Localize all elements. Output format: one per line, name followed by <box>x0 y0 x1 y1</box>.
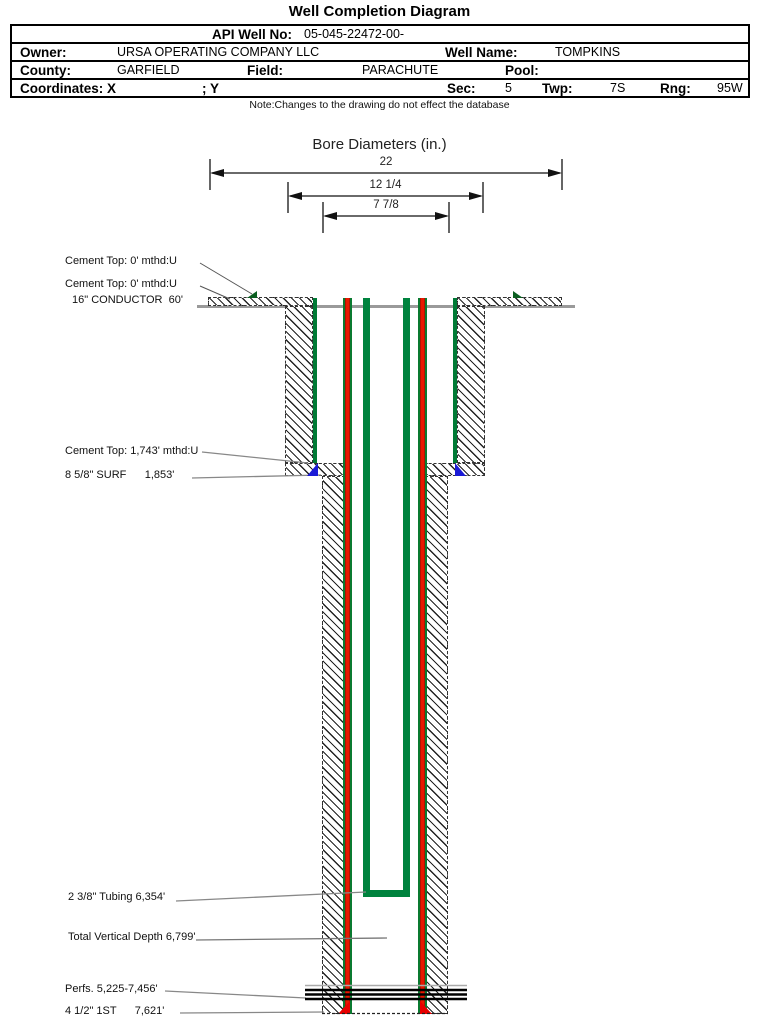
annotation-conductor: 16" CONDUCTOR 60' <box>72 294 183 306</box>
page-title: Well Completion Diagram <box>288 3 471 20</box>
dimension-label-12-1-4: 12 1/4 <box>369 179 402 191</box>
well-header-table <box>10 24 750 98</box>
well-name-label: Well Name: <box>445 45 518 60</box>
annotation-production-casing: 4 1/2" 1ST 7,621' <box>65 1005 165 1017</box>
annotation-perfs: Perfs. 5,225-7,456' <box>65 983 158 995</box>
annotation-cement-top-1: Cement Top: 0' mthd:U <box>65 255 177 267</box>
conductor-flange-right <box>457 297 562 306</box>
coordinates-label: Coordinates: X <box>20 81 117 96</box>
field-value: PARACHUTE <box>362 63 439 77</box>
well-name-value: TOMPKINS <box>555 45 621 59</box>
rng-value: 95W <box>717 81 743 95</box>
dimension-label-7-7-8: 7 7/8 <box>373 199 399 211</box>
surface-shoe-step-right <box>419 463 485 476</box>
annotation-tubing: 2 3/8" Tubing 6,354' <box>68 891 166 903</box>
coordinates-y-label: ; Y <box>202 81 220 96</box>
pool-label: Pool: <box>505 63 539 78</box>
surface-annulus-right <box>457 306 485 463</box>
annotation-surface-casing: 8 5/8" SURF 1,853' <box>65 469 175 481</box>
production-annulus-left <box>322 476 345 1014</box>
twp-value: 7S <box>610 81 626 95</box>
rng-label: Rng: <box>660 81 691 96</box>
county-value: GARFIELD <box>117 63 180 77</box>
surface-annulus-left <box>285 306 313 463</box>
table-row-api <box>12 26 748 42</box>
production-casing-right <box>418 298 427 1014</box>
tubing-string <box>363 298 410 897</box>
database-note: Note:Changes to the drawing do not effect the database <box>249 99 510 111</box>
annotation-cement-top-3: Cement Top: 1,743' mthd:U <box>65 445 199 457</box>
sec-label: Sec: <box>447 81 476 96</box>
api-well-no-label: API Well No: <box>211 27 292 42</box>
production-casing-left <box>343 298 352 1014</box>
surface-casing-right <box>453 298 457 463</box>
twp-label: Twp: <box>542 81 573 96</box>
table-row-coordinates <box>12 78 748 96</box>
bore-diameters-title: Bore Diameters (in.) <box>312 136 447 153</box>
production-annulus-right <box>425 476 448 1014</box>
county-label: County: <box>20 63 71 78</box>
owner-value: URSA OPERATING COMPANY LLC <box>117 45 320 59</box>
surface-shoe-step-left <box>285 463 351 476</box>
surface-casing-left <box>313 298 317 463</box>
annotation-cement-top-2: Cement Top: 0' mthd:U <box>65 278 177 290</box>
table-row-owner <box>12 42 748 60</box>
conductor-flange-left <box>208 297 313 306</box>
table-row-county <box>12 60 748 78</box>
field-label: Field: <box>247 63 283 78</box>
api-well-no-value: 05-045-22472-00- <box>304 27 405 41</box>
owner-label: Owner: <box>20 45 67 60</box>
annotation-tvd: Total Vertical Depth 6,799' <box>68 931 196 943</box>
sec-value: 5 <box>505 81 512 95</box>
dimension-label-22: 22 <box>379 156 393 168</box>
